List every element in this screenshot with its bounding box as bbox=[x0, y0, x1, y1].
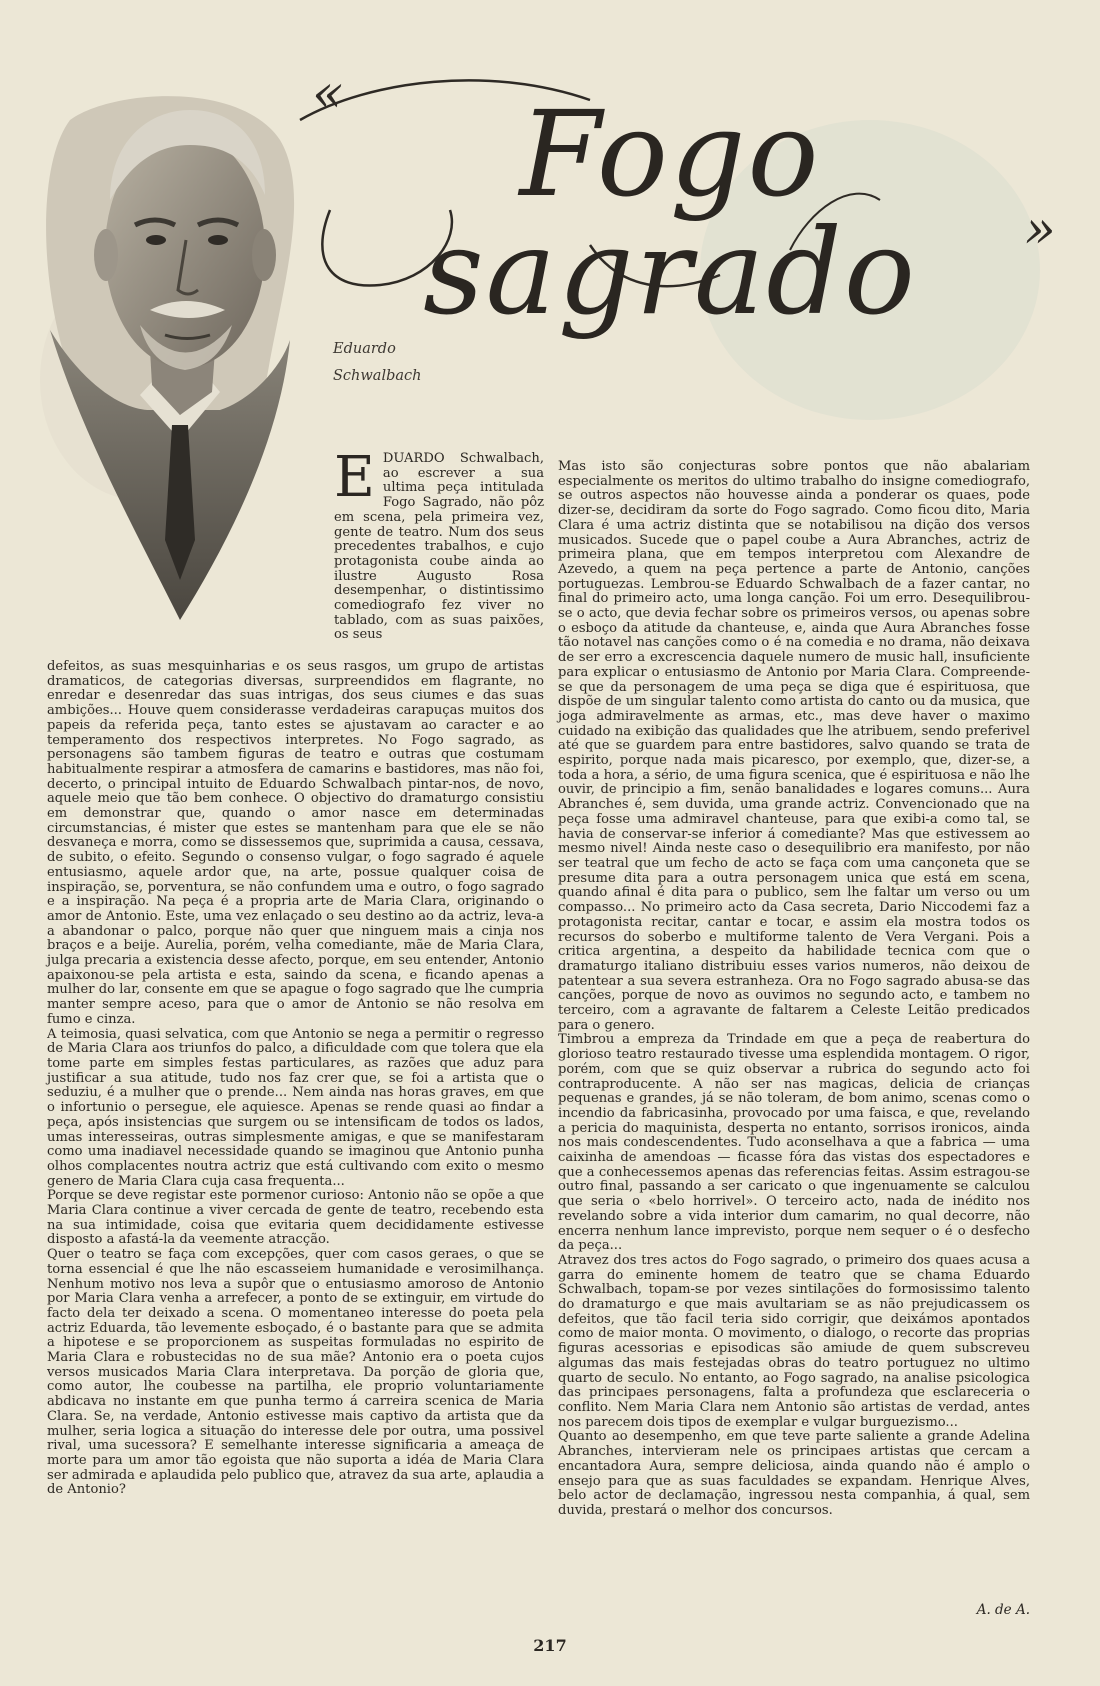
paragraph: Atravez dos tres actos do Fogo sagrado, o primeiro dos quaes acusa a garra do eminente homem de teatro que se chama Eduardo Schwalbach, topam-se por vezes sintilações do formosissimo talento do dramaturgo e que mais avultariam se as não prejudicassem os defeitos, que tão facil teria sido corrigir, que deixámos apontados como de maior monta. O movimento, o dialogo, o recorte das proprias figuras acessorias e episodicas são amiude de quem subscreveu algumas das mais festejadas obras do teatro portuguez no ultimo quarto de seculo. No entanto, ao Fogo sagrado, na analise psicologica das principaes personagens, falta a profundeza que esclareceria o conflito. Nem Maria Clara nem Antonio são artistas de verdad, antes nos parecem dois tipos de exemplar e vulgar burguezismo... bbox=[558, 1252, 1030, 1430]
drop-cap: E bbox=[334, 445, 375, 510]
page-number: 217 bbox=[533, 1636, 567, 1655]
paragraph: Mas isto são conjecturas sobre pontos que não abalariam especialmente os meritos do ultimo trabalho do insigne comediografo, se outros aspectos não houvesse ainda a ponderar os quaes, pode dizer-se, decidiram da sorte do Fogo sagrado. Como ficou dito, Maria Clara é uma actriz distinta que se notabilisou na dição dos versos musicados. Sucede que o papel coube a Aura Abranches, actriz de primeira plana, que em tempos interpretou com Alexandre de Azevedo, a quem na peça pertence a parte de Antonio, canções portuguezas. Lembrou-se Eduardo Schwalbach de a fazer cantar, no final do primeiro acto, uma longa canção. Foi um erro. Desequilibrou-se o acto, que devia fechar sobre os primeiros versos, ou apenas sobre o esboço da atitude da chanteuse, e, ainda que Aura Abranches fosse tão notavel nas canções como o é na comedia e no drama, não deixava de ser erro a excrescencia daquele numero de music hall, insuficiente para explicar o entusiasmo de Antonio por Maria Clara. Compreende-se que da personagem de uma peça se diga que é espirituosa, que dispõe de um singular talento como artista do canto ou da musica, que joga admiravelmente as armas, etc., mas deve haver o maximo cuidado na exibição das qualidades que lhe atribuem, sendo preferivel até que se guardem para entre bastidores, salvo quando se trata de espirito, porque nada mais picaresco, por exemplo, que, dizer-se, a toda a hora, a sério, de uma figura scenica, que é espirituosa e não lhe ouvir, de principio a fim, senão banalidades e logares comuns... Aura Abranches é, sem duvida, uma grande actriz. Convencionado que na peça fosse uma admiravel chanteuse, para que exibi-a como tal, se havia de conservar-se inferior á comediante? Mas que estivessem ao mesmo nivel! Ainda neste caso o desequilibrio era manifesto, por não ser teatral que um fecho de acto se faça com uma cançoneta que se presume dita para a outra personagem unica que está em scena, quando afinal é dita para o publico, sem lhe faltar um verso ou um compasso... No primeiro acto da Casa secreta, Dario Niccodemi faz a protagonista recitar, cantar e tocar, e assim ela mostra todos os recursos do soberbo e multiforme talento de Vera Vergani. Pois a critica argentina, a despeito da habilidade tecnica com que o dramaturgo italiano distribuiu esses varios numeros, não deixou de patentear a sua severa estranheza. Ora no Fogo sagrado abusa-se das canções, porque de novo as ouvimos no segundo acto, e tambem no terceiro, com a agravante de faltarem a Celeste Leitão predicados para o genero. bbox=[558, 459, 1030, 1033]
article-intro bbox=[334, 445, 544, 643]
intro-paragraph: DUARDO Schwalbach, ao escrever a sua ultima peça intitulada Fogo Sagrado, não pôz em scena, pela primeira vez, gente de teatro. Num dos seus precedentes trabalhos, e cujo protagonista coube ainda ao ilustre Augusto Rosa desempenhar, o distintissimo comediografo fez viver no tablado, com as suas paixões, os seus bbox=[334, 451, 544, 643]
left-column bbox=[47, 660, 544, 1498]
paragraph: Porque se deve registar este pormenor curioso: Antonio não se opõe a que Maria Clara continue a viver cercada de gente de teatro, recebendo esta na sua intimidade, coisa que evitaria quem decididamente estivesse disposto a afastá-la da veemente atracção. bbox=[47, 1188, 544, 1248]
paragraph: Quer o teatro se faça com excepções, quer com casos geraes, o que se torna essencial é que lhe não escasseiem humanidade e verosimilhança. Nenhum motivo nos leva a supôr que o entusiasmo amoroso de Antonio por Maria Clara venha a arrefecer, a ponto de se extinguir, em virtude do facto dela ter deixado a scena. O momentaneo interesse do poeta pela actriz Eduarda, tão levemente esboçado, é o bastante para que se admita a hipotese e se proporcionem as suspeitas formuladas no espirito de Maria Clara e robustecidas no de sua mãe? Antonio era o poeta cujos versos musicados Maria Clara interpretava. Da porção de gloria que, como autor, lhe coubesse na partilha, ele proprio voluntariamente abdicava no instante em que punha termo á carreira scenica de Maria Clara. Se, na verdade, Antonio estivesse mais captivo da artista que da mulher, seria logica a situação do interesse dele por outra, uma possivel rival, uma sucessora? E semelhante interesse significaria a ameaça de morte para um amor tão egoista que não suporta a idéa de Maria Clara ser admirada e aplaudida pelo publico que, atravez da sua arte, aplaudia a de Antonio? bbox=[47, 1247, 544, 1498]
right-column bbox=[558, 460, 1030, 1519]
author-first-name: Eduardo bbox=[333, 341, 396, 357]
title-quote-open: « bbox=[312, 64, 344, 124]
paragraph: Quanto ao desempenho, em que teve parte saliente a grande Adelina Abranches, intervieram nele os principaes artistas que cercam a encantadora Aura, sempre deliciosa, ainda quando não é amplo o ensejo para que as suas faculdades se expandam. Henrique Alves, belo actor de declamação, ingressou nesta companhia, á qual, sem duvida, prestará o melhor dos concursos. bbox=[558, 1429, 1030, 1518]
author-caption bbox=[333, 336, 443, 390]
title-quote-close: » bbox=[1024, 200, 1056, 260]
paragraph: Timbrou a empreza da Trindade em que a peça de reabertura do glorioso teatro restaurado tivesse uma esplendida montagem. O rigor, porém, com que se quiz observar a rubrica do segundo acto foi contraproducente. A não ser nas magicas, delicia de crianças pequenas e grandes, já se não toleram, de bom animo, scenas como o incendio da fabricasinha, provocado por uma faisca, e que, revelando a pericia do maquinista, desperta no entanto, sorrisos ironicos, ainda nos mais condescendentes. Tudo aconselhava a que a fabrica — uma caixinha de amendoas — ficasse fóra das vistas dos espectadores e que a conhecessemos apenas das referencias feitas. Assim estragou-se outro final, passando a ser caricato o que ingenuamente se calculou que seria o «belo horrivel». O terceiro acto, nada de inédito nos revelando sobre a vida interior dum camarim, no qual decorre, não encerra nenhum lance imprevisto, porque nem sequer o é o desfecho da peça... bbox=[558, 1032, 1030, 1254]
paragraph: A teimosia, quasi selvatica, com que Antonio se nega a permitir o regresso de Maria Clara aos triunfos do palco, a dificuldade com que tolera que ela tome parte em simples festas particulares, as razões que aduz para justificar a sua atitude, tudo nos faz crer que, se foi a artista que o seduziu, é a mulher que o prende... Nem ainda nas horas graves, em que o infortunio o persegue, ele aquiesce. Apenas se rende quasi ao findar a peça, após insistencias que surgem ou se intensificam de todos os lados, umas interesseiras, outras simplesmente amigas, e que se manifestaram como uma inadiavel necessidade quando se imaginou que Antonio punha olhos complacentes noutra actriz que está cultivando com exito o mesmo genero de Maria Clara cuja casa frequenta... bbox=[47, 1026, 544, 1189]
author-last-name: Schwalbach bbox=[333, 368, 422, 384]
article-signature: A. de A. bbox=[976, 1602, 1030, 1618]
paragraph: defeitos, as suas mesquinharias e os seus rasgos, um grupo de artistas dramaticos, de categorias diversas, surpreendidos em flagrante, no enredar e desenredar das suas intrigas, dos seus ciumes e das suas ambições... Houve quem considerasse verdadeiras carapuças muitos dos papeis da referida peça, tanto estes se ajustavam ao caracter e ao temperamento dos respectivos interpretes. No Fogo sagrado, as personagens são tambem figuras de teatro e outras que costumam habitualmente respirar a atmosfera de camarins e bastidores, mas não foi, decerto, o principal intuito de Eduardo Schwalbach pintar-nos, de novo, aquele meio que tão bem conhece. O objectivo do dramaturgo consistiu em demonstrar que, quando o amor nasce em determinadas circumstancias, é mister que estes se mantenham para que ele se não desvaneça e morra, como se dissessemos que, suprimida a causa, cessava, de subito, o efeito. Segundo o consenso vulgar, o fogo sagrado é aquele entusiasmo, aquele ardor que, na arte, possue qualquer coisa de inspiração, se, porventura, se não confundem uma e outro, o fogo sagrado e a inspiração. Na peça é a propria arte de Maria Clara, originando o amor de Antonio. Este, uma vez enlaçado o seu destino ao da actriz, leva-a a abandonar o palco, porque não quer que ninguem mais a cinja nos braços e a beije. Aurelia, porém, velha comediante, mãe de Maria Clara, julga precaria a existencia desse afecto, porque, em seu entender, Antonio apaixonou-se pela artista e esta, saindo da scena, e ficando apenas a mulher do lar, consente em que se apague o fogo sagrado que lhe cumpria manter sempre aceso, para que o amor de Antonio se não resolva em fumo e cinza. bbox=[47, 659, 544, 1027]
article-title: Fogo sagrado bbox=[423, 85, 917, 341]
